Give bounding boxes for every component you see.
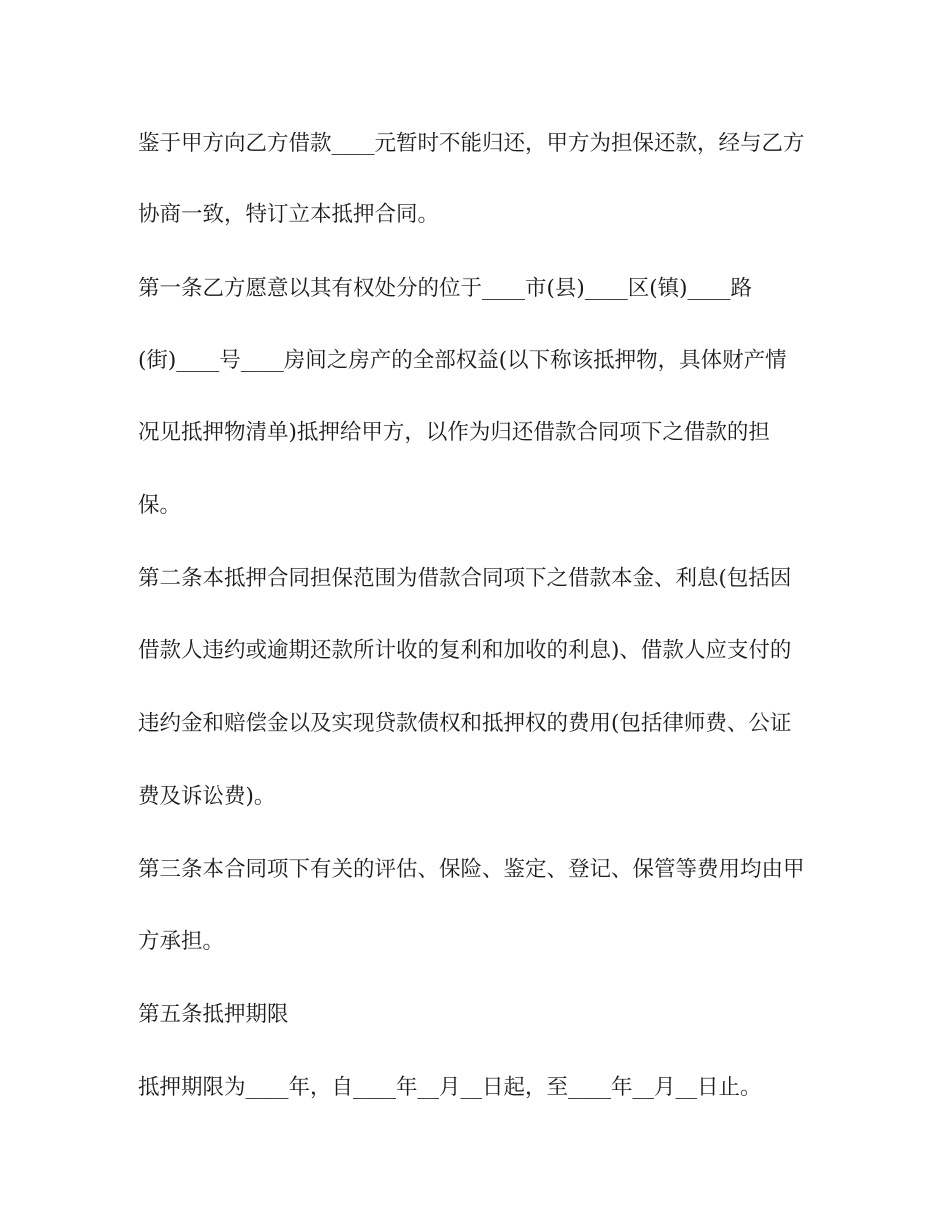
text-line: 借款人违约或逾期还款所计收的复利和加收的利息)、借款人应支付的 [138, 638, 792, 663]
text-line: 第三条本合同项下有关的评估、保险、鉴定、登记、保管等费用均由甲 [138, 857, 805, 882]
text-line: 方承担。 [138, 929, 225, 954]
text-line: 违约金和赔偿金以及实现贷款债权和抵押权的费用(包括律师费、公证 [138, 711, 792, 736]
text-line: 协商一致，特订立本抵押合同。 [138, 202, 440, 227]
text-line: 费及诉讼费)。 [138, 784, 276, 809]
text-line: (街)____号____房间之房产的全部权益(以下称该抵押物，具体财产情 [138, 348, 787, 373]
text-line: 第五条抵押期限 [138, 1002, 289, 1027]
text-line: 第二条本抵押合同担保范围为借款合同项下之借款本金、利息(包括因 [138, 566, 792, 591]
text-line: 鉴于甲方向乙方借款____元暂时不能归还，甲方为担保还款，经与乙方 [138, 131, 805, 156]
text-line: 保。 [138, 493, 182, 518]
text-line: 抵押期限为____年，自____年__月__日起，至____年__月__日止。 [138, 1075, 762, 1100]
text-line: 况见抵押物清单)抵押给甲方，以作为归还借款合同项下之借款的担 [138, 420, 770, 445]
text-line: 第一条乙方愿意以其有权处分的位于____市(县)____区(镇)____路 [138, 276, 753, 301]
